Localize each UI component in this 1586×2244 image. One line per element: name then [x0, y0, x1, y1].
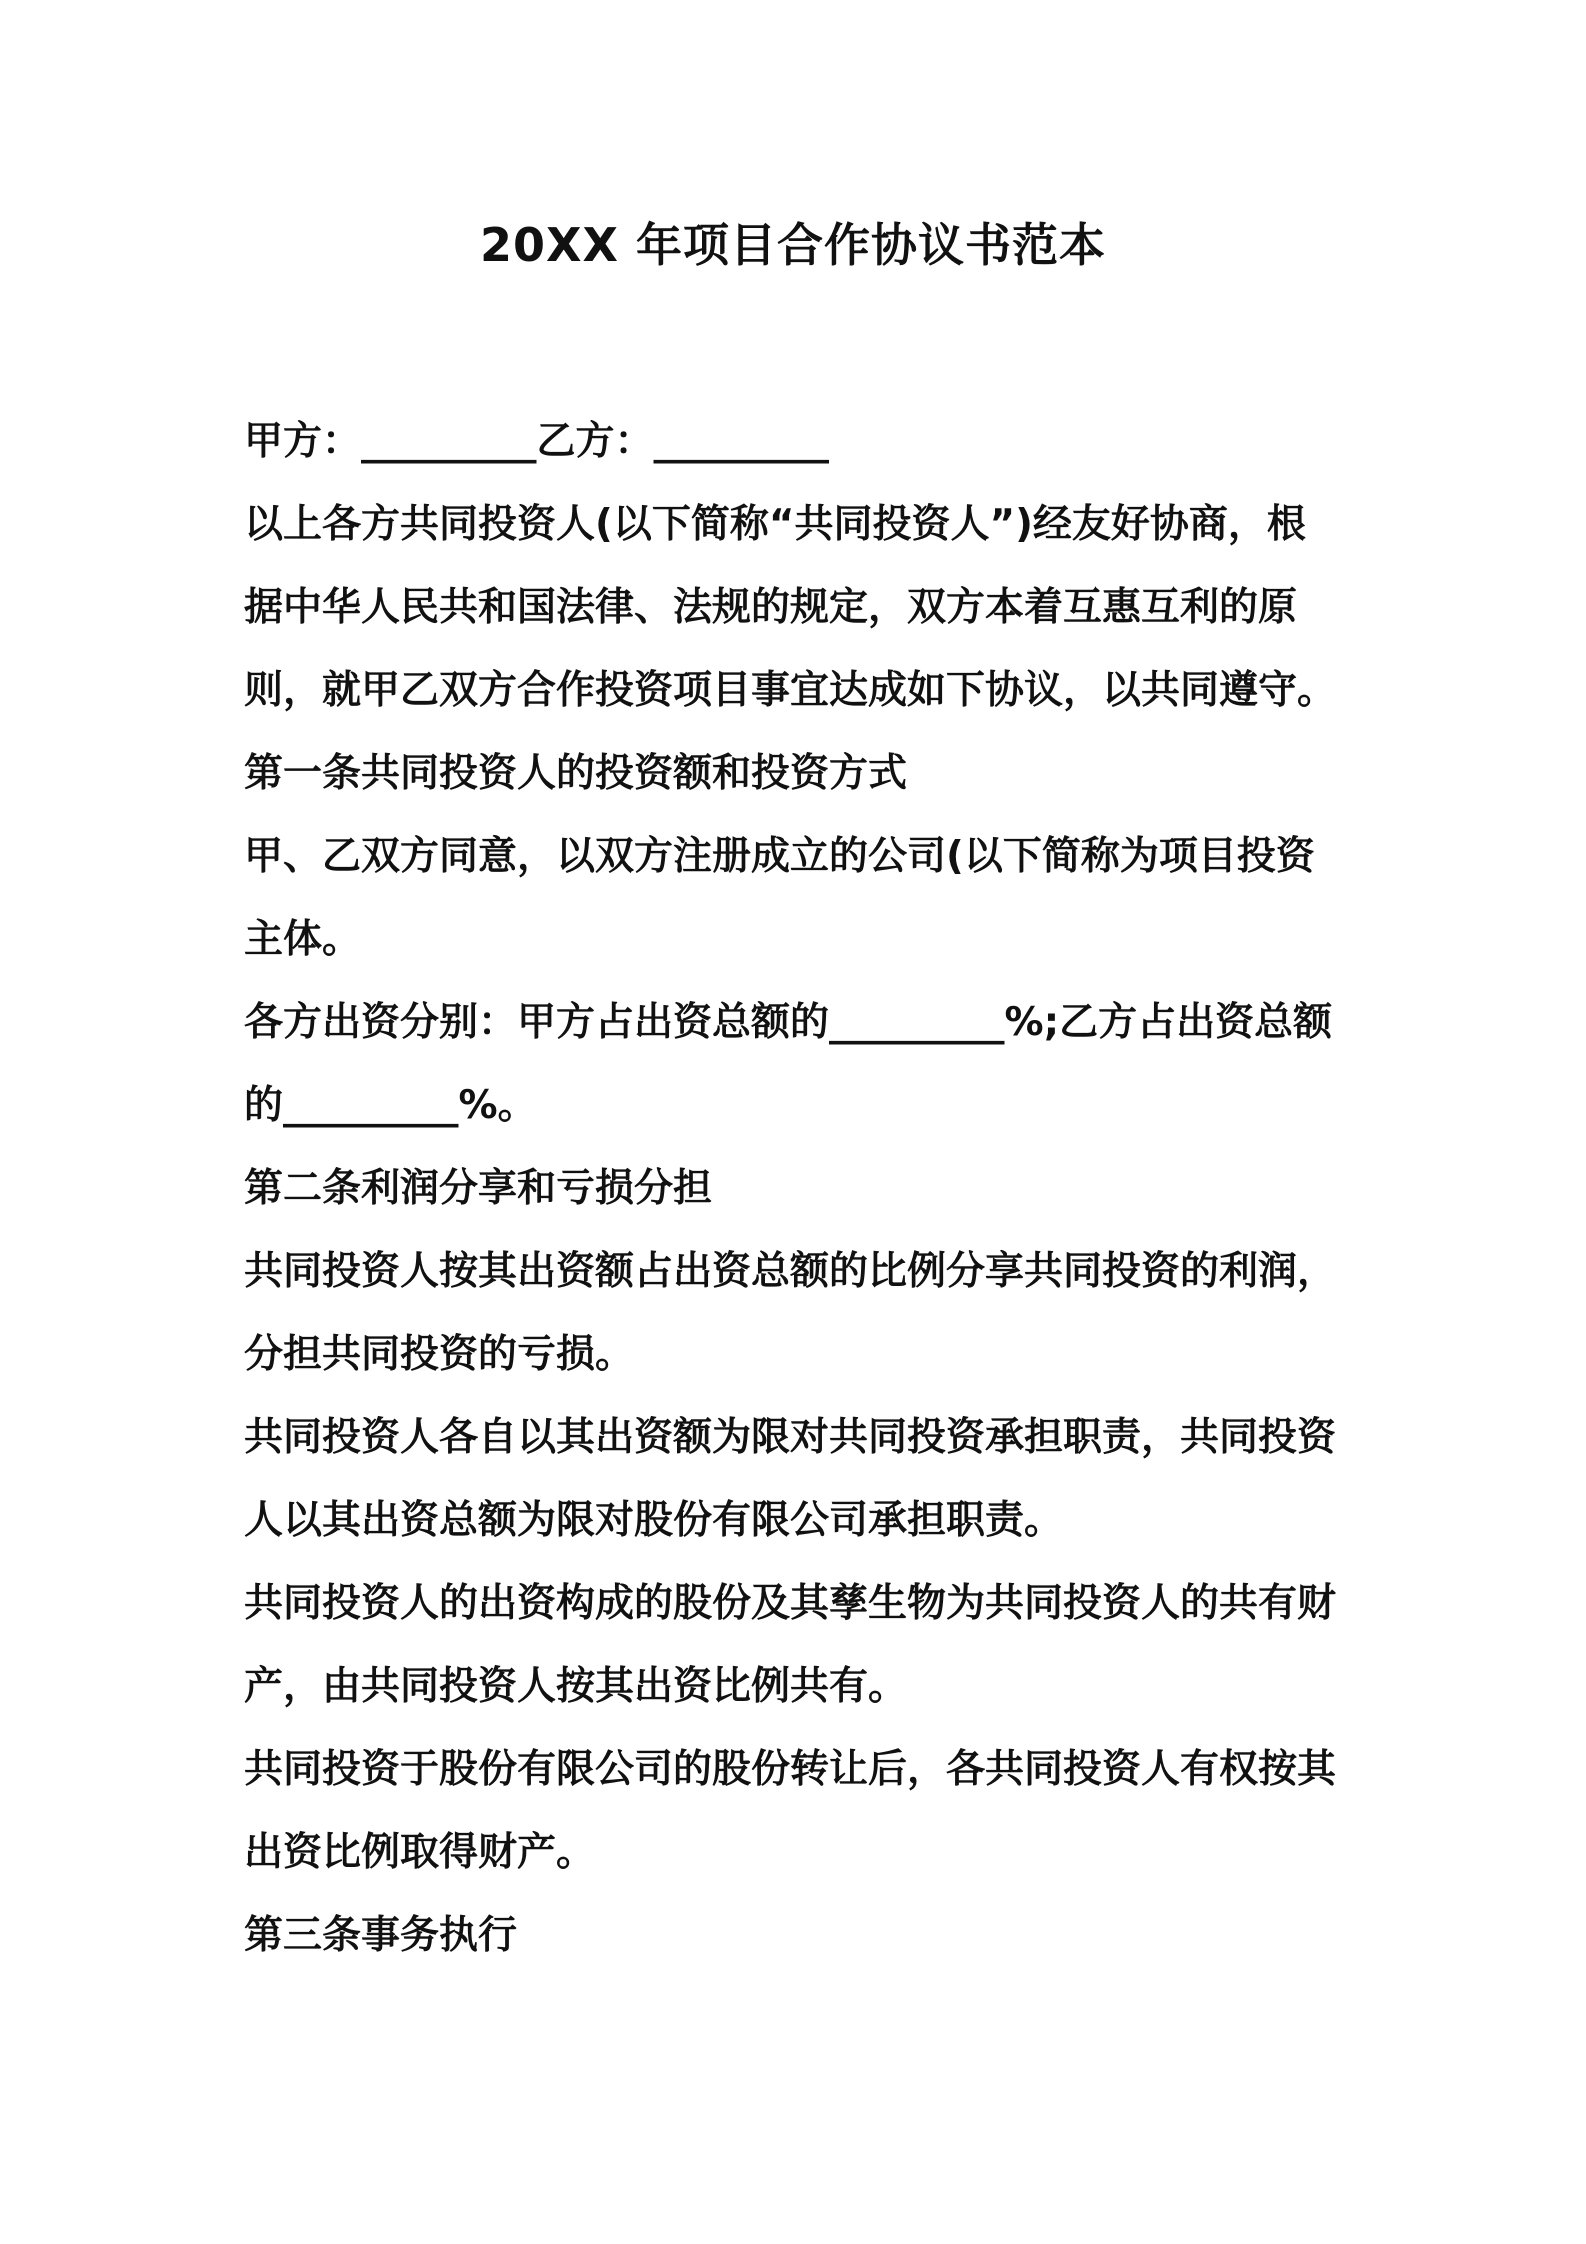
liability-paragraph: 共同投资人各自以其出资额为限对共同投资承担职责，共同投资人以其出资总额为限对股份有限公司承担职责。	[244, 1415, 1337, 1543]
transfer-paragraph: 共同投资于股份有限公司的股份转让后，各共同投资人有权按其出资比例取得财产。	[244, 1747, 1337, 1875]
profit-sharing-paragraph: 共同投资人按其出资额占出资总额的比例分享共同投资的利润，分担共同投资的亏损。	[244, 1249, 1337, 1377]
contribution-paragraph: 各方出资分别：甲方占出资总额的_________%;乙方占出资总额的_________%。	[244, 1000, 1333, 1128]
article-three-heading: 第三条事务执行	[244, 1913, 518, 1958]
agreement-paragraph: 甲、乙双方同意，以双方注册成立的公司(以下简称为项目投资主体。	[244, 834, 1315, 962]
document-title: 20XX 年项目合作协议书范本	[480, 218, 1106, 272]
party-line: 甲方：_________乙方：_________	[244, 419, 830, 464]
shared-property-paragraph: 共同投资人的出资构成的股份及其孳生物为共同投资人的共有财产，由共同投资人按其出资比例共有。	[244, 1581, 1337, 1709]
document-body	[244, 400, 1344, 1977]
preamble-paragraph: 以上各方共同投资人(以下简称“共同投资人”)经友好协商，根据中华人民共和国法律、法规的规定，双方本着互惠互利的原则，就甲乙双方合作投资项目事宜达成如下协议，以共同遵守。第一条共同投资人的投资额和投资方式	[244, 502, 1337, 796]
article-two-heading: 第二条利润分享和亏损分担	[244, 1166, 713, 1211]
